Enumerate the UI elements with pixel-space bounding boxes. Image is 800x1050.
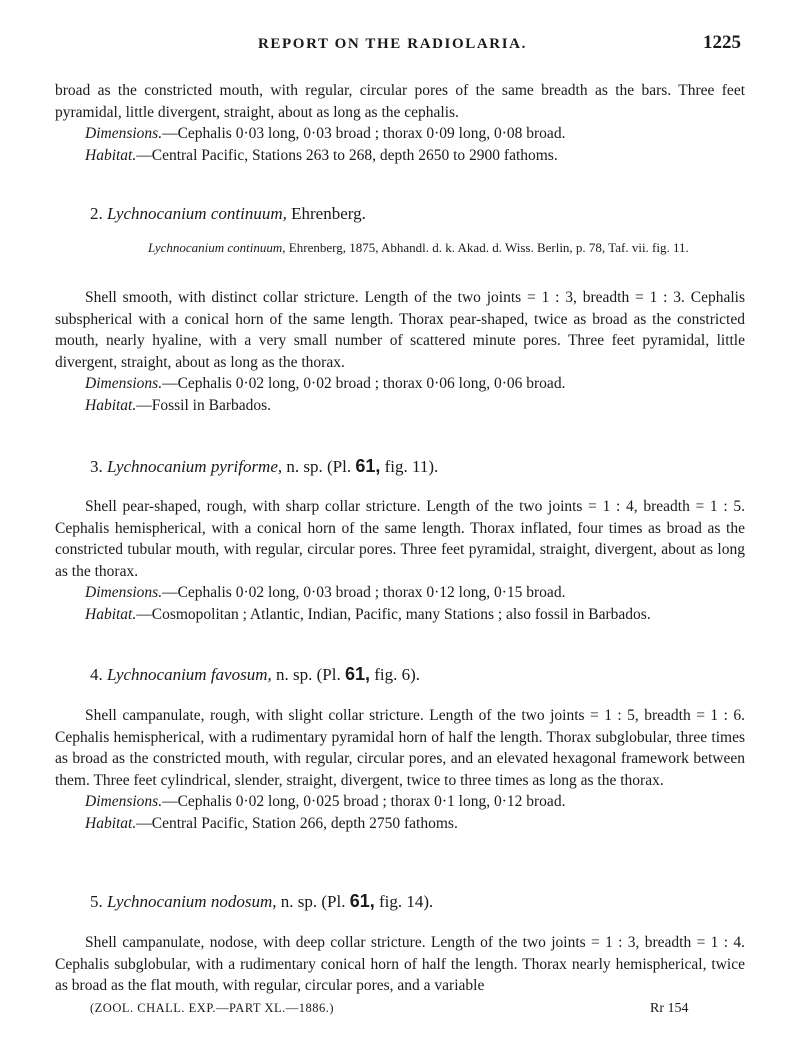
species-authority: n. sp. [280,892,318,911]
dimensions-label: Dimensions. [85,793,163,810]
dimensions-label: Dimensions. [85,584,163,601]
habitat-label: Habitat. [85,814,137,832]
species-description: Shell smooth, with distinct collar stricture. Length of the two joints = 1 : 3, breadth = 1 : 3. Cephalis subspherical with a conical horn of the same length. Thorax pear-shaped, twice as broad as the constricted mouth, nearly hyaline, with a very small number of scattered minute pores. Three feet pyramidal, little divergent, straight, about as long as the thorax. [55,289,745,371]
species-number: 5. [90,892,103,911]
species-name: Lychnocanium favosum, [107,665,272,684]
species-dimensions [85,582,745,604]
dimensions-text: —Cephalis 0·03 long, 0·03 broad ; thorax 0·09 long, 0·08 broad. [162,125,566,142]
species-description: Shell campanulate, rough, with slight collar stricture. Length of the two joints = 1 : 5, breadth = 1 : 6. Cephalis hemispherical, with a rudimentary pyramidal horn of half the length. Thorax subglobular, three times as broad as the constricted mouth, with regular, circular pores, and an elevated hexagonal framework between them. Three feet cylindrical, slender, straight, divergent, twice to three times as long as the thorax. [55,707,745,789]
citation-name: Lychnocanium continuum, [148,240,286,255]
species-name: Lychnocanium continuum, [107,204,287,223]
species-heading-nodosum [90,891,433,912]
habitat-text: —Central Pacific, Stations 263 to 268, depth 2650 to 2900 fathoms. [136,146,558,164]
habitat-text: —Fossil in Barbados. [136,396,272,414]
species-authority: n. sp. [276,665,313,684]
dimensions-text: —Cephalis 0·02 long, 0·02 broad ; thorax 0·06 long, 0·06 broad. [162,375,566,392]
plate-number: 61, [344,664,370,684]
species-heading-pyriforme [90,456,438,477]
plate-ref-close: fig. 14). [378,892,434,911]
species-number: 2. [90,204,103,223]
signature-mark: Rr 154 [650,1001,689,1016]
species-body-favosum [55,705,745,834]
habitat-label: Habitat. [85,605,137,623]
citation-text: Ehrenberg, 1875, Abhandl. d. k. Akad. d. Wiss. Berlin, p. 78, Taf. vii. fig. 11. [288,240,689,255]
plate-number: 61, [349,891,375,911]
dimensions-text: —Cephalis 0·02 long, 0·025 broad ; thorax 0·1 long, 0·12 broad. [162,793,566,810]
species-description: Shell pear-shaped, rough, with sharp collar stricture. Length of the two joints = 1 : 4, breadth = 1 : 5. Cephalis hemispherical, with a conical horn of the same length. Thorax inflated, four times as broad as the constricted tubular mouth, with regular, circular pores. Three feet pyramidal, straight, divergent, about as long as the thorax. [55,498,745,580]
habitat-label: Habitat. [85,396,137,414]
dimensions-text: —Cephalis 0·02 long, 0·03 broad ; thorax 0·12 long, 0·15 broad. [162,584,566,601]
species-heading-favosum [90,664,420,685]
species-habitat [85,813,745,835]
species-habitat [85,395,745,417]
species-dimensions [85,791,745,813]
species-body-nodosum [55,932,745,997]
habitat-text: —Central Pacific, Station 266, depth 2750 fathoms. [136,814,458,832]
species-number: 4. [90,665,103,684]
page-number: 1225 [703,32,741,53]
species-description: Shell campanulate, nodose, with deep collar stricture. Length of the two joints = 1 : 3, breadth = 1 : 4. Cephalis subglobular, with a rudimentary conical horn of half the length. Thorax nearly hemispherical, twice as broad as the flat mouth, with regular, circular pores, and a variable [55,934,745,994]
species-body-continuum [55,287,745,416]
species-authority: n. sp. [286,457,323,476]
species-name: Lychnocanium pyriforme, [107,457,283,476]
species-number: 3. [90,457,103,476]
plate-ref-open: (Pl. [327,457,352,476]
plate-number: 61, [355,456,381,476]
footer-citation: (ZOOL. CHALL. EXP.—PART XL.—1886.) [90,1001,335,1015]
intro-paragraph: broad as the constricted mouth, with regular, circular pores of the same breadth as the bars. Three feet pyramidal, little divergent, straight, about as long as the cephalis. [55,82,745,121]
intro-dimensions [85,123,745,145]
species-heading-continuum [90,204,366,224]
dimensions-label: Dimensions. [85,375,163,392]
plate-ref-close: fig. 6). [374,665,421,684]
citation-continuum [148,239,748,257]
species-habitat [85,604,745,626]
intro-section [55,80,745,166]
species-authority: Ehrenberg. [291,204,366,223]
plate-ref-close: fig. 11). [384,457,439,476]
intro-habitat [85,145,745,167]
habitat-label: Habitat. [85,146,137,164]
species-body-pyriforme [55,496,745,625]
species-name: Lychnocanium nodosum, [107,892,277,911]
running-title: REPORT ON THE RADIOLARIA. [258,36,527,52]
dimensions-label: Dimensions. [85,125,163,142]
habitat-text: —Cosmopolitan ; Atlantic, Indian, Pacific, many Stations ; also fossil in Barbados. [136,605,651,623]
plate-ref-open: (Pl. [321,892,346,911]
species-dimensions [85,373,745,395]
plate-ref-open: (Pl. [316,665,341,684]
